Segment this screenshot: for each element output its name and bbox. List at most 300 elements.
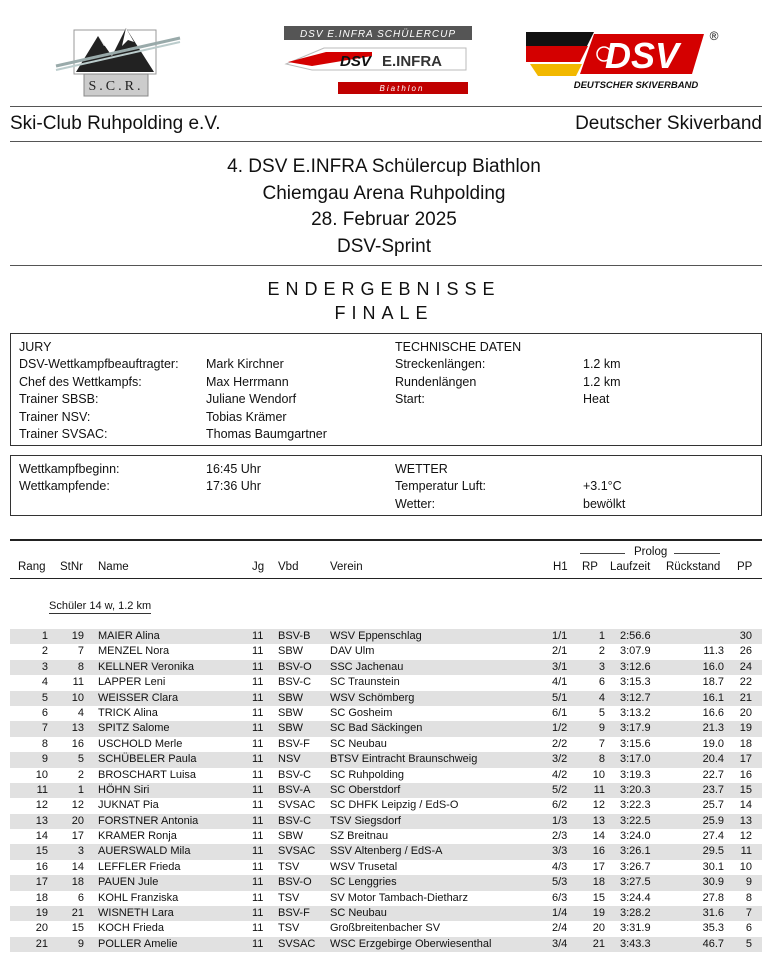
prolog-header: Prolog [634, 546, 668, 558]
cell-h1: 2/1 [552, 645, 568, 658]
category-label: Schüler 14 w, 1.2 km [49, 600, 152, 612]
cell-h1: 5/3 [552, 876, 568, 889]
cell-rueckstand: 16.0 [702, 660, 724, 673]
cell-rueckstand: 25.7 [702, 799, 724, 812]
cell-vbd: BSV-C [278, 676, 312, 689]
cell-h1: 1/4 [552, 907, 568, 920]
table-row [10, 768, 762, 783]
cell-verein: SC DHFK Leipzig / EdS-O [330, 799, 459, 812]
cell-rueckstand: 18.7 [702, 676, 724, 689]
cell-rp: 9 [598, 722, 605, 735]
temp-value: +3.1°C [583, 479, 622, 493]
cell-h1: 6/1 [552, 706, 568, 719]
cell-laufzeit: 3:24.4 [620, 891, 651, 904]
cell-verein: TSV Siegsdorf [330, 814, 401, 827]
cell-jg: 11 [252, 630, 264, 642]
table-row [10, 737, 762, 752]
col-rang: Rang [18, 561, 46, 573]
cell-verein: Großbreitenbacher SV [330, 922, 441, 935]
cell-rp: 11 [593, 783, 605, 796]
cell-name: MAIER Alina [98, 630, 160, 642]
cell-vbd: NSV [278, 753, 301, 766]
cell-laufzeit: 3:12.6 [620, 660, 651, 673]
cell-pp: 7 [745, 907, 752, 920]
cell-laufzeit: 3:22.5 [620, 814, 651, 827]
cell-rang: 12 [35, 799, 48, 812]
cell-h1: 1/3 [552, 814, 568, 827]
cell-vbd: SBW [278, 691, 304, 704]
cell-pp: 11 [740, 845, 752, 858]
cell-laufzeit: 3:15.3 [620, 676, 651, 689]
cell-rang: 13 [35, 814, 48, 827]
cell-rueckstand: 16.1 [702, 691, 724, 704]
cell-rp: 17 [592, 860, 605, 873]
cell-jg: 11 [252, 907, 264, 920]
jury-value: Max Herrmann [206, 375, 289, 389]
cell-rueckstand: 19.0 [702, 737, 724, 750]
cell-pp: 24 [739, 660, 752, 673]
cell-verein: SC Gosheim [330, 706, 393, 719]
cell-rp: 14 [592, 830, 605, 843]
cell-name: HÖHN Siri [98, 783, 150, 796]
cell-verein: SC Neubau [330, 907, 387, 920]
cell-rp: 15 [592, 891, 605, 904]
tech-heading: TECHNISCHE DATEN [395, 340, 522, 354]
cell-vbd: BSV-F [278, 907, 310, 920]
cell-verein: SZ Breitnau [330, 830, 389, 843]
cell-name: KRAMER Ronja [98, 830, 177, 843]
cell-rueckstand: 46.7 [702, 937, 724, 950]
times-weather-box [10, 455, 762, 516]
cell-jg: 11 [252, 814, 264, 827]
cell-name: LEFFLER Frieda [98, 860, 181, 873]
finale-title: FINALE [334, 303, 434, 323]
cell-vbd: SBW [278, 830, 304, 843]
cell-verein: WSV Eppenschlag [330, 630, 422, 642]
cell-vbd: BSV-F [278, 737, 310, 750]
cell-verein: WSV Trusetal [330, 860, 398, 873]
table-row [10, 860, 762, 875]
cell-stnr: 2 [77, 768, 84, 781]
col-laufzeit: Laufzeit [610, 561, 651, 573]
table-row [10, 691, 762, 706]
jury-label: Trainer SBSB: [19, 392, 99, 406]
cell-h1: 3/3 [552, 845, 568, 858]
cell-verein: SSC Jachenau [330, 660, 404, 673]
cell-vbd: TSV [278, 891, 300, 904]
table-header-rule [10, 578, 762, 579]
cell-vbd: TSV [278, 922, 300, 935]
cell-laufzeit: 3:26.1 [620, 845, 651, 858]
endergebnisse-title: ENDERGEBNISSE [267, 279, 501, 299]
cell-name: WISNETH Lara [98, 907, 174, 920]
cell-stnr: 12 [71, 799, 84, 812]
cell-h1: 4/2 [552, 768, 568, 781]
cell-verein: BTSV Eintracht Braunschweig [330, 753, 478, 766]
cell-verein: SC Oberstdorf [330, 783, 401, 796]
cell-rueckstand: 30.9 [702, 876, 724, 889]
table-row [10, 706, 762, 721]
logo-bar [0, 14, 768, 94]
cell-h1: 1/1 [552, 630, 568, 642]
cell-laufzeit: 3:19.3 [620, 768, 651, 781]
cell-rueckstand: 22.7 [702, 768, 724, 781]
jury-label: Trainer NSV: [19, 410, 91, 424]
table-row [10, 844, 762, 859]
cell-name: KELLNER Veronika [98, 660, 194, 673]
cell-rueckstand: 35.3 [702, 922, 724, 935]
cell-stnr: 17 [71, 830, 84, 843]
table-header [10, 543, 762, 577]
cell-verein: SV Motor Tambach-Dietharz [330, 891, 468, 904]
cell-stnr: 1 [77, 783, 84, 796]
cell-vbd: BSV-B [278, 630, 311, 642]
col-jg: Jg [252, 561, 265, 573]
table-row [10, 660, 762, 675]
tech-label: Streckenlängen: [395, 357, 486, 371]
cell-jg: 11 [252, 676, 264, 689]
cell-stnr: 18 [71, 876, 84, 889]
cell-rueckstand: 31.6 [702, 907, 724, 920]
organizer-line [10, 113, 762, 137]
cell-stnr: 9 [77, 937, 84, 950]
cell-rueckstand: 27.8 [702, 891, 724, 904]
cell-vbd: SVSAC [278, 937, 316, 950]
jury-value: Thomas Baumgartner [206, 427, 327, 441]
cell-h1: 5/1 [552, 691, 568, 704]
cell-name: JUKNAT Pia [98, 799, 159, 812]
cell-stnr: 14 [71, 860, 84, 873]
cell-jg: 11 [252, 768, 264, 781]
cell-jg: 11 [252, 891, 264, 904]
cell-rueckstand: 29.5 [702, 845, 724, 858]
cell-name: MENZEL Nora [98, 645, 170, 658]
jury-tech-box [10, 333, 762, 446]
schuelercup-logo [282, 24, 474, 104]
cell-rp: 7 [598, 737, 605, 750]
table-row [10, 783, 762, 798]
cell-name: LAPPER Leni [98, 676, 166, 689]
cell-pp: 16 [739, 768, 752, 781]
cell-laufzeit: 3:12.7 [620, 691, 651, 704]
club-right: Deutscher Skiverband [575, 113, 762, 134]
dsv-logo-subtext: DEUTSCHER SKIVERBAND [573, 80, 699, 91]
cell-jg: 11 [252, 783, 264, 796]
cell-jg: 11 [252, 876, 264, 889]
cell-laufzeit: 3:20.3 [620, 783, 651, 796]
cell-rp: 12 [592, 799, 605, 812]
cell-name: USCHOLD Merle [98, 737, 183, 750]
col-h1: H1 [553, 561, 568, 573]
cell-rp: 13 [592, 814, 605, 827]
cell-jg: 11 [252, 753, 264, 766]
cell-stnr: 16 [71, 737, 84, 750]
end-value: 17:36 Uhr [206, 479, 261, 493]
col-stnr: StNr [60, 561, 83, 573]
cell-pp: 8 [745, 891, 752, 904]
cell-pp: 15 [739, 783, 752, 796]
cell-jg: 11 [252, 860, 264, 873]
cell-vbd: BSV-C [278, 814, 312, 827]
cell-rp: 10 [592, 768, 605, 781]
cell-laufzeit: 3:26.7 [620, 860, 651, 873]
cell-stnr: 6 [77, 891, 84, 904]
cell-stnr: 21 [71, 907, 84, 920]
cell-laufzeit: 3:13.2 [620, 706, 651, 719]
cell-stnr: 19 [71, 630, 84, 642]
cell-jg: 11 [252, 660, 264, 673]
cell-laufzeit: 3:15.6 [620, 737, 651, 750]
cell-stnr: 7 [77, 645, 84, 658]
cell-rang: 9 [41, 753, 48, 766]
cell-laufzeit: 3:28.2 [620, 907, 651, 920]
cell-verein: WSV Schömberg [330, 691, 415, 704]
cell-rang: 21 [35, 937, 48, 950]
cell-stnr: 3 [77, 845, 84, 858]
cell-rang: 14 [35, 830, 48, 843]
temp-label: Temperatur Luft: [395, 479, 487, 493]
end-label: Wettkampfende: [19, 479, 110, 493]
cell-vbd: BSV-C [278, 768, 312, 781]
club-left: Ski-Club Ruhpolding e.V. [10, 113, 221, 134]
cell-stnr: 10 [71, 691, 84, 704]
cell-h1: 5/2 [552, 783, 568, 796]
cell-pp: 20 [739, 706, 752, 719]
cell-verein: SSV Altenberg / EdS-A [330, 845, 443, 858]
wetter-label: Wetter: [395, 497, 436, 511]
begin-label: Wettkampfbeginn: [19, 462, 120, 476]
cell-verein: SC Traunstein [330, 676, 400, 689]
cell-rp: 3 [598, 660, 605, 673]
cell-name: WEISSER Clara [98, 691, 179, 704]
cell-rang: 8 [41, 737, 48, 750]
cell-rang: 7 [41, 722, 48, 735]
col-name: Name [98, 561, 129, 573]
cell-verein: DAV Ulm [330, 645, 375, 658]
table-row [10, 906, 762, 921]
cell-name: POLLER Amelie [98, 937, 178, 950]
cell-h1: 1/2 [552, 722, 568, 735]
jury-heading: JURY [19, 340, 52, 354]
cell-stnr: 20 [71, 814, 84, 827]
cell-jg: 11 [252, 706, 264, 719]
event-title: 4. DSV E.INFRA Schülercup Biathlon [227, 156, 541, 177]
cell-rueckstand: 25.9 [702, 814, 724, 827]
cell-rang: 16 [35, 860, 48, 873]
cell-laufzeit: 2:56.6 [620, 630, 651, 642]
cell-h1: 3/1 [552, 660, 568, 673]
cell-rueckstand: 30.1 [702, 860, 724, 873]
jury-value: Mark Kirchner [206, 357, 284, 371]
cell-rp: 4 [598, 691, 605, 704]
cell-verein: SC Bad Säckingen [330, 722, 423, 735]
table-row [10, 875, 762, 890]
cell-h1: 4/3 [552, 860, 568, 873]
event-titles [0, 154, 768, 260]
results-heading [0, 277, 768, 325]
cell-laufzeit: 3:43.3 [620, 937, 651, 950]
cell-stnr: 8 [77, 660, 84, 673]
cell-rueckstand: 16.6 [702, 706, 724, 719]
table-row [10, 829, 762, 844]
cell-laufzeit: 3:07.9 [620, 645, 651, 658]
cell-rp: 21 [592, 937, 605, 950]
cup-top-text: DSV E.INFRA SCHÜLERCUP [299, 29, 457, 40]
cell-pp: 14 [739, 799, 752, 812]
header-divider-bottom [10, 265, 762, 266]
cell-verein: SC Lenggries [330, 876, 397, 889]
jury-label: Trainer SVSAC: [19, 427, 108, 441]
cell-vbd: SBW [278, 645, 304, 658]
cell-jg: 11 [252, 737, 264, 750]
cell-pp: 6 [745, 922, 752, 935]
cell-rp: 18 [592, 876, 605, 889]
scr-logo-text: S.C.R. [88, 79, 144, 94]
cell-verein: WSC Erzgebirge Oberwiesenthal [330, 937, 492, 950]
cell-jg: 11 [252, 799, 264, 812]
col-rueckstand: Rückstand [666, 561, 721, 573]
cell-h1: 6/2 [552, 799, 568, 812]
cell-rang: 15 [35, 845, 48, 858]
prolog-line-right [674, 553, 720, 554]
cell-laufzeit: 3:17.9 [620, 722, 651, 735]
cell-rang: 10 [35, 768, 48, 781]
tech-value: 1.2 km [583, 375, 621, 389]
cell-rp: 1 [598, 630, 605, 642]
cell-jg: 11 [252, 830, 264, 843]
cell-name: SCHÜBELER Paula [98, 753, 197, 766]
cell-jg: 11 [252, 645, 264, 658]
header-divider-top [10, 106, 762, 107]
cell-vbd: TSV [278, 860, 300, 873]
cell-rueckstand: 20.4 [702, 753, 724, 766]
cell-rueckstand: 23.7 [702, 783, 724, 796]
table-top-rule [10, 539, 762, 541]
tech-value: Heat [583, 392, 610, 406]
cell-laufzeit: 3:31.9 [620, 922, 651, 935]
cell-name: PAUEN Jule [98, 876, 159, 889]
cell-stnr: 11 [72, 676, 84, 689]
event-venue: Chiemgau Arena Ruhpolding [262, 182, 506, 204]
cell-name: AUERSWALD Mila [98, 845, 191, 858]
cell-rp: 5 [598, 706, 605, 719]
cell-jg: 11 [252, 922, 264, 935]
table-row [10, 798, 762, 813]
cell-stnr: 5 [77, 753, 84, 766]
table-row [10, 675, 762, 690]
cell-rang: 1 [41, 630, 48, 642]
tech-value: 1.2 km [583, 357, 621, 371]
prolog-line-left [580, 553, 625, 554]
cell-h1: 6/3 [552, 891, 568, 904]
cell-h1: 2/3 [552, 830, 568, 843]
cell-laufzeit: 3:24.0 [620, 830, 651, 843]
cell-laufzeit: 3:27.5 [620, 876, 651, 889]
cell-vbd: BSV-O [278, 660, 312, 673]
cell-pp: 5 [745, 937, 752, 950]
cell-rp: 16 [592, 845, 605, 858]
cell-vbd: SVSAC [278, 845, 316, 858]
cup-infra-text: E.INFRA [382, 53, 442, 70]
weather-heading: WETTER [395, 462, 448, 476]
cell-pp: 21 [739, 691, 752, 704]
cell-rang: 11 [36, 783, 48, 796]
cell-h1: 2/2 [552, 737, 568, 750]
cell-rang: 17 [35, 876, 48, 889]
cell-rp: 2 [598, 645, 605, 658]
cell-rang: 18 [35, 891, 48, 904]
cell-vbd: SVSAC [278, 799, 316, 812]
tech-label: Rundenlängen [395, 375, 477, 389]
cell-h1: 3/2 [552, 753, 568, 766]
cell-name: FORSTNER Antonia [98, 814, 199, 827]
cell-pp: 13 [739, 814, 752, 827]
cell-jg: 11 [252, 937, 264, 950]
scr-logo [54, 22, 182, 102]
table-row [10, 644, 762, 659]
cell-rueckstand: 21.3 [702, 722, 724, 735]
results-table [10, 629, 762, 952]
cell-rp: 20 [592, 922, 605, 935]
cell-name: TRICK Alina [98, 706, 158, 719]
header-divider-mid [10, 141, 762, 142]
dsv-logo-text: DSV [604, 35, 680, 76]
cell-vbd: SBW [278, 722, 304, 735]
cell-pp: 26 [739, 645, 752, 658]
cup-dsv-text: DSV [340, 53, 371, 70]
table-row [10, 629, 762, 644]
cell-vbd: BSV-A [278, 783, 311, 796]
cell-h1: 4/1 [552, 676, 568, 689]
cell-vbd: SBW [278, 706, 304, 719]
jury-label: DSV-Wettkampfbeauftragter: [19, 357, 179, 371]
cell-laufzeit: 3:22.3 [620, 799, 651, 812]
cell-rang: 20 [35, 922, 48, 935]
cell-jg: 11 [252, 722, 264, 735]
cell-rueckstand: 27.4 [702, 830, 724, 843]
dsv-registered-mark: ® [709, 29, 719, 43]
cell-rang: 19 [35, 907, 48, 920]
cell-jg: 11 [252, 691, 264, 704]
cell-rp: 6 [598, 676, 605, 689]
table-row [10, 937, 762, 952]
cell-stnr: 13 [71, 722, 84, 735]
cell-name: BROSCHART Luisa [98, 768, 197, 781]
cell-pp: 9 [745, 876, 752, 889]
table-row [10, 891, 762, 906]
cell-verein: SC Neubau [330, 737, 387, 750]
cell-rp: 19 [592, 907, 605, 920]
jury-value: Tobias Krämer [206, 410, 287, 424]
col-pp: PP [737, 561, 753, 573]
cup-bottom-text: Biathlon [379, 84, 425, 93]
cell-pp: 12 [739, 830, 752, 843]
cell-rang: 3 [41, 660, 48, 673]
cell-rang: 2 [41, 645, 48, 658]
col-rp: RP [582, 561, 598, 573]
table-row [10, 921, 762, 936]
cell-pp: 22 [739, 676, 752, 689]
jury-value: Juliane Wendorf [206, 392, 297, 406]
col-verein: Verein [330, 561, 363, 573]
cell-h1: 2/4 [552, 922, 568, 935]
cell-name: KOCH Frieda [98, 922, 165, 935]
cell-pp: 17 [739, 753, 752, 766]
cell-rang: 4 [41, 676, 48, 689]
cell-laufzeit: 3:17.0 [620, 753, 651, 766]
cell-stnr: 15 [71, 922, 84, 935]
cell-rang: 6 [41, 706, 48, 719]
